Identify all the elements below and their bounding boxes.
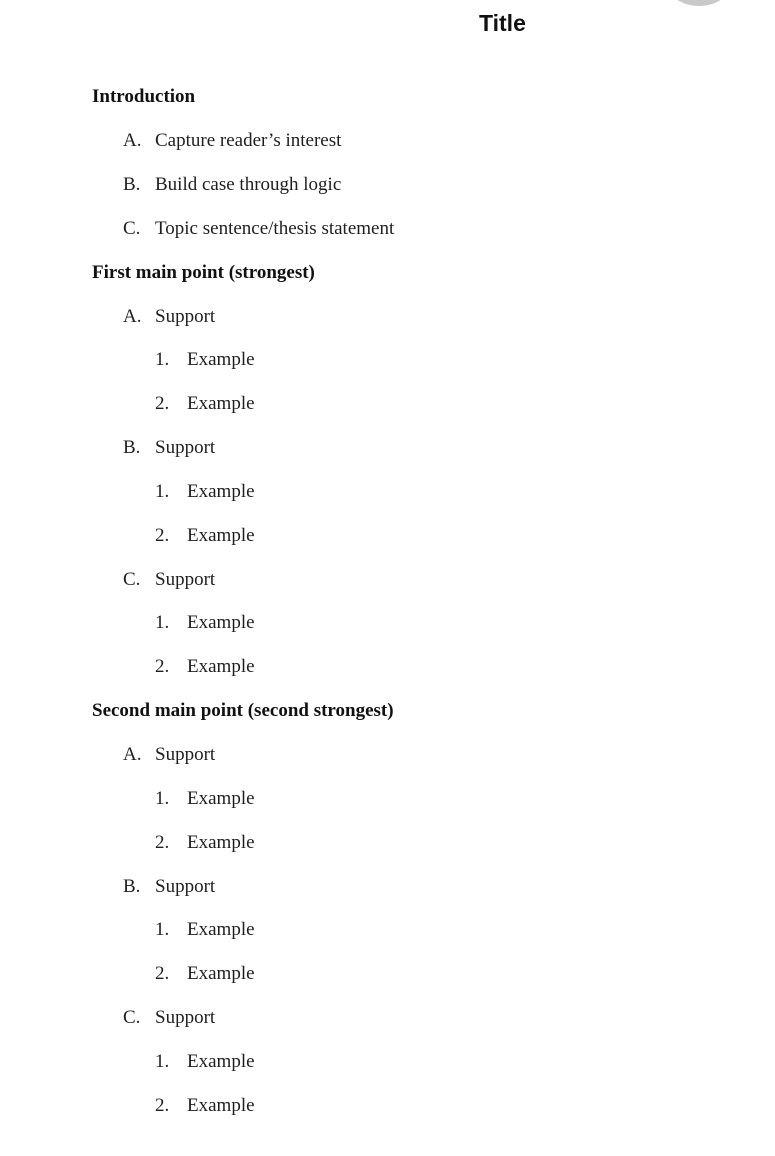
outline-subitem — [155, 1095, 255, 1117]
outline-text: Example — [187, 656, 255, 677]
outline-marker: 1. — [155, 788, 170, 809]
outline-item — [123, 437, 215, 459]
outline-item — [123, 1007, 215, 1029]
outline-subitem — [155, 656, 255, 678]
outline-marker: 2. — [155, 656, 170, 677]
outline-marker: 2. — [155, 525, 170, 546]
outline-marker: 1. — [155, 1051, 170, 1072]
outline-marker: A. — [123, 306, 142, 327]
outline-text: Support — [155, 876, 216, 897]
outline-marker: B. — [123, 876, 141, 897]
outline-text: Example — [187, 1095, 255, 1116]
outline-item — [123, 569, 215, 591]
outline-text: Support — [155, 1007, 216, 1028]
section-heading-second-point: Second main point (second strongest) — [92, 700, 394, 721]
outline-marker: 2. — [155, 832, 170, 853]
outline-subitem — [155, 612, 255, 634]
outline-subitem — [155, 788, 255, 810]
outline-text: Support — [155, 437, 216, 458]
outline-subitem — [155, 525, 255, 547]
outline-text: Example — [187, 612, 255, 633]
outline-subitem — [155, 481, 255, 503]
outline-text: Example — [187, 349, 255, 370]
outline-item — [123, 876, 215, 898]
outline-text: Support — [155, 744, 216, 765]
outline-marker: C. — [123, 218, 141, 239]
outline-text: Capture reader’s interest — [155, 130, 342, 151]
outline-marker: 1. — [155, 612, 170, 633]
outline-text: Build case through logic — [155, 174, 342, 195]
outline-text: Example — [187, 788, 255, 809]
outline-item — [123, 174, 341, 196]
outline-marker: 1. — [155, 481, 170, 502]
outline-marker: B. — [123, 174, 141, 195]
outline-item — [123, 130, 341, 152]
outline-text: Example — [187, 963, 255, 984]
section-heading-introduction: Introduction — [92, 86, 196, 107]
outline-subitem — [155, 393, 255, 415]
outline-text: Example — [187, 832, 255, 853]
outline-marker: A. — [123, 744, 142, 765]
outline-text: Example — [187, 525, 255, 546]
outline-marker: 1. — [155, 919, 170, 940]
outline-marker: C. — [123, 569, 141, 590]
section-heading-first-point: First main point (strongest) — [92, 262, 315, 283]
outline-marker: B. — [123, 437, 141, 458]
outline-marker: 2. — [155, 963, 170, 984]
outline-item — [123, 306, 215, 328]
page-title: Title — [479, 10, 526, 36]
outline-marker: 2. — [155, 1095, 170, 1116]
outline-marker: 2. — [155, 393, 170, 414]
outline-marker: A. — [123, 130, 142, 151]
outline-text: Example — [187, 393, 255, 414]
outline-text: Example — [187, 1051, 255, 1072]
outline-subitem — [155, 349, 255, 371]
outline-text: Topic sentence/thesis statement — [155, 218, 395, 239]
outline-text: Support — [155, 306, 216, 327]
outline-subitem — [155, 1051, 255, 1073]
outline-subitem — [155, 832, 255, 854]
outline-subitem — [155, 963, 255, 985]
outline-marker: C. — [123, 1007, 141, 1028]
outline-text: Example — [187, 919, 255, 940]
outline-text: Example — [187, 481, 255, 502]
outline-item — [123, 218, 394, 240]
outline-subitem — [155, 919, 255, 941]
outline-marker: 1. — [155, 349, 170, 370]
outline-item — [123, 744, 215, 766]
outline-text: Support — [155, 569, 216, 590]
